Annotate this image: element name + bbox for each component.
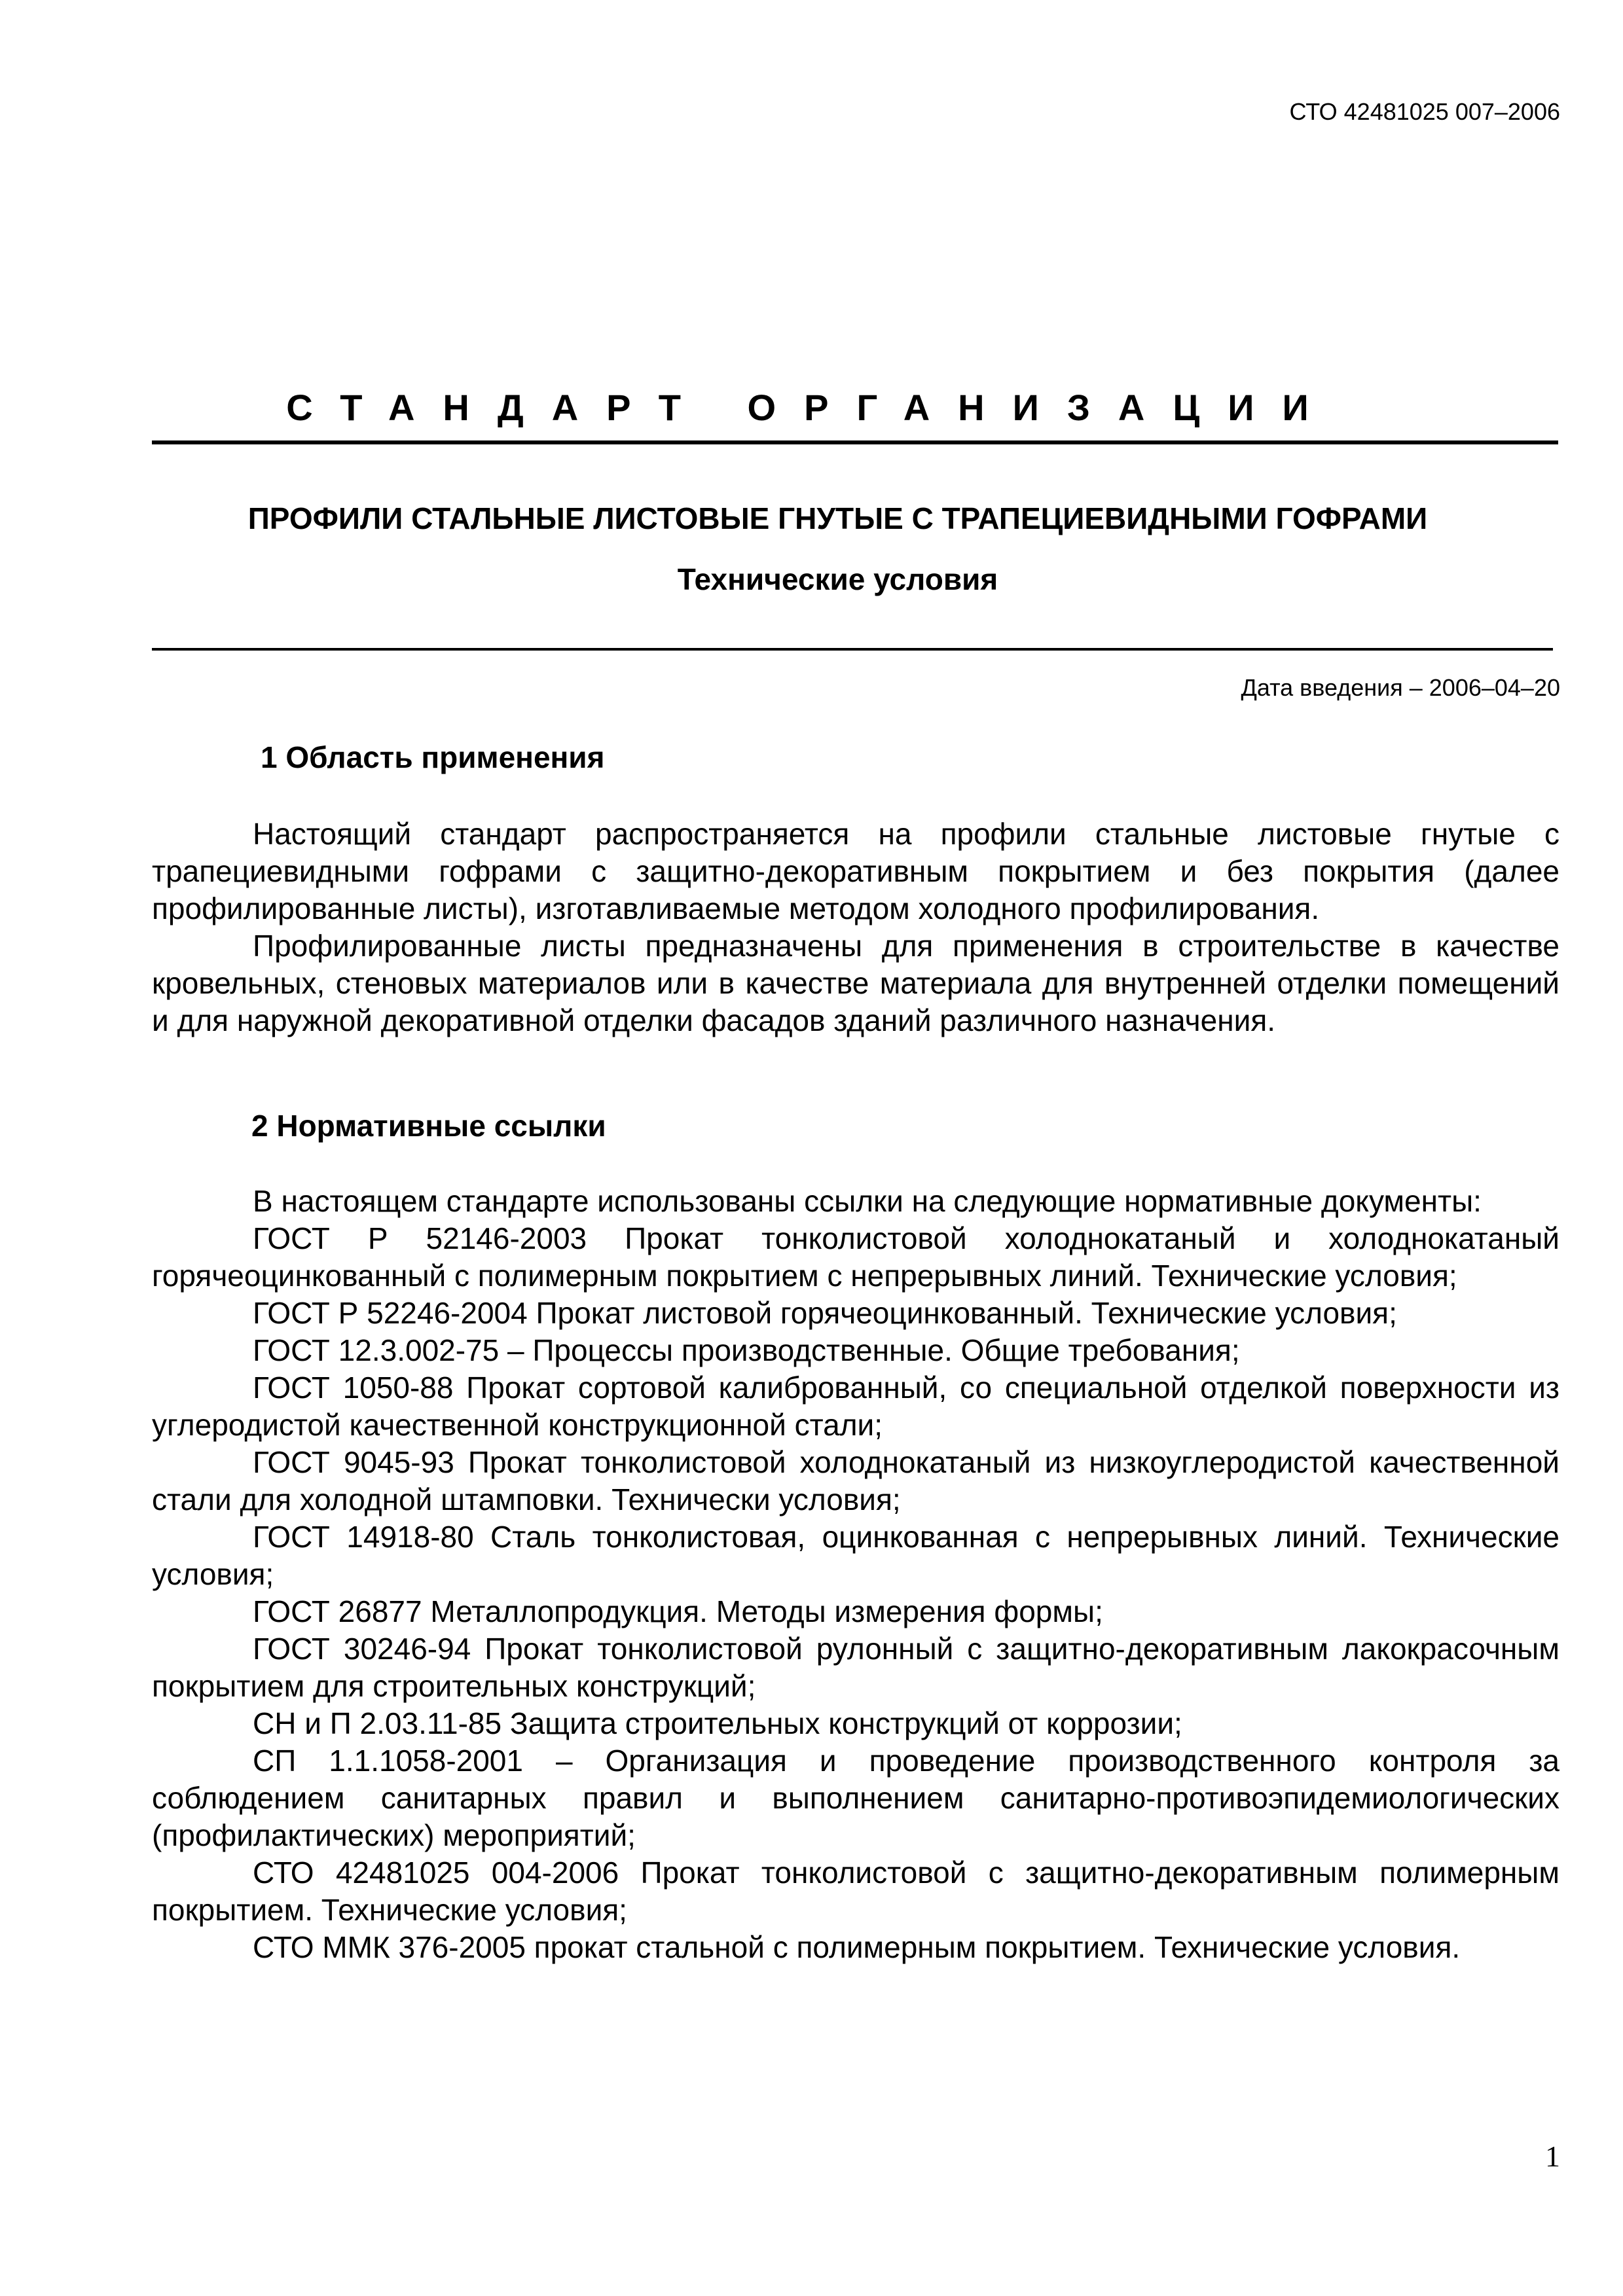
- document-subtitle: Технические условия: [677, 562, 998, 596]
- paragraph: Настоящий стандарт распространяется на профили стальные листовые гнутые с трапециевидными гофрами с защитно-декоративным покрытием и без покрытия (далее профилированные листы), изготавливаемые методом холодного профилирования.: [152, 817, 1559, 925]
- reference-item: СТО 42481025 004-2006 Прокат тонколистовой с защитно-декоративным полимерным покрытием. Технические условия;: [152, 1856, 1559, 1927]
- document-code: СТО 42481025 007–2006: [1289, 98, 1560, 125]
- document-title: ПРОФИЛИ СТАЛЬНЫЕ ЛИСТОВЫЕ ГНУТЫЕ С ТРАПЕЦИЕВИДНЫМИ ГОФРАМИ: [247, 501, 1428, 535]
- section-2-body: [152, 1183, 1559, 1966]
- org-standard-heading: СТАНДАРТ ОРГАНИЗАЦИИ: [286, 387, 1337, 428]
- section-1-body: [152, 816, 1559, 1039]
- paragraph: В настоящем стандарте использованы ссылки на следующие нормативные документы:: [253, 1184, 1482, 1218]
- reference-item: ГОСТ Р 52246-2004 Прокат листовой горячеоцинкованный. Технические условия;: [253, 1296, 1397, 1330]
- reference-item: ГОСТ 30246-94 Прокат тонколистовой рулонный с защитно-декоративным лакокрасочным покрытием для строительных конструкций;: [152, 1632, 1559, 1703]
- reference-item: ГОСТ 14918-80 Сталь тонколистовая, оцинкованная с непрерывных линий. Технические условия;: [152, 1520, 1559, 1591]
- page-number: 1: [1545, 2140, 1560, 2173]
- paragraph: Профилированные листы предназначены для применения в строительстве в качестве кровельных, стеновых материалов или в качестве материала для внутренней отделки помещений и для наружной декоративной отделки фасадов зданий различного назначения.: [152, 929, 1559, 1037]
- section-1-heading: 1 Область применения: [261, 740, 605, 774]
- reference-item: ГОСТ 1050-88 Прокат сортовой калиброванный, со специальной отделкой поверхности из углеродистой качественной конструкционной стали;: [152, 1371, 1559, 1442]
- introduction-date: Дата введения – 2006–04–20: [1241, 674, 1560, 701]
- reference-item: СН и П 2.03.11-85 Защита строительных конструкций от коррозии;: [253, 1706, 1182, 1740]
- title-rule: [152, 648, 1553, 651]
- section-2-heading: 2 Нормативные ссылки: [251, 1109, 606, 1143]
- reference-item: ГОСТ 9045-93 Прокат тонколистовой холоднокатаный из низкоуглеродистой качественной стали для холодной штамповки. Технически условия;: [152, 1445, 1559, 1516]
- reference-item: ГОСТ 26877 Металлопродукция. Методы измерения формы;: [253, 1594, 1103, 1628]
- reference-item: ГОСТ 12.3.002-75 – Процессы производственные. Общие требования;: [253, 1333, 1240, 1367]
- heading-rule: [152, 440, 1558, 444]
- reference-item: СП 1.1.1058-2001 – Организация и проведение производственного контроля за соблюдением санитарных правил и выполнением санитарно-противоэпидемиологических (профилактических) мероприятий;: [152, 1744, 1559, 1852]
- reference-item: СТО ММК 376-2005 прокат стальной с полимерным покрытием. Технические условия.: [253, 1930, 1461, 1964]
- reference-item: ГОСТ Р 52146-2003 Прокат тонколистовой холоднокатаный и холоднокатаный горячеоцинкованный с полимерным покрытием с непрерывных линий. Технические условия;: [152, 1221, 1559, 1293]
